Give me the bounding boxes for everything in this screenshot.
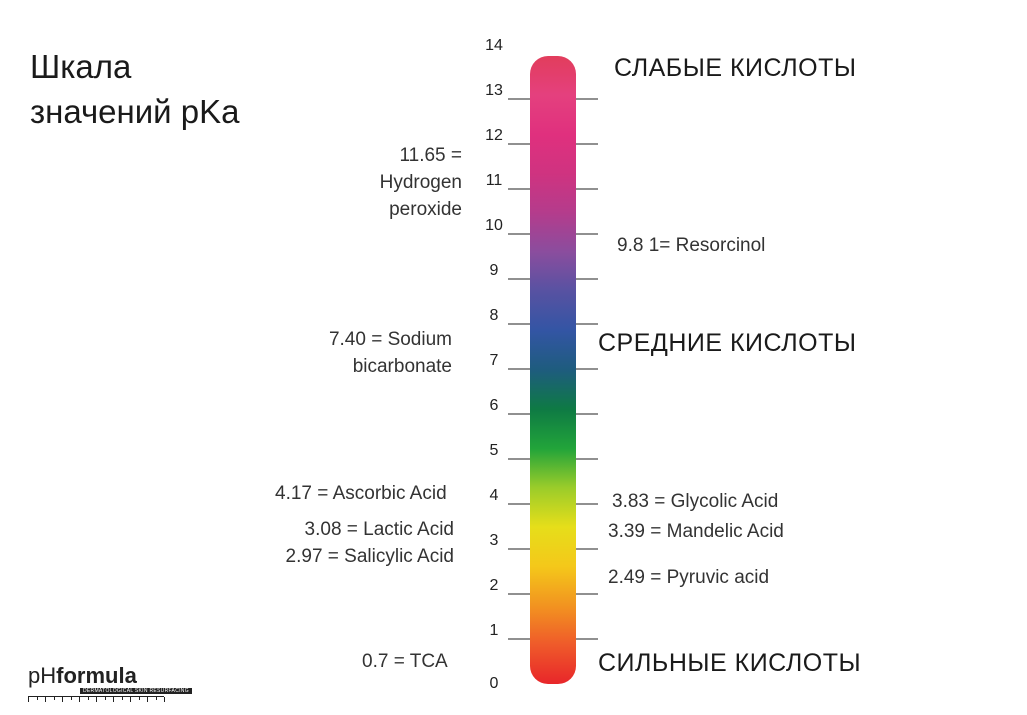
logo-ruler	[28, 696, 164, 704]
tick-label-11: 11	[485, 172, 503, 189]
category-strong-acids: СИЛЬНЫЕ КИСЛОТЫ	[598, 649, 862, 677]
label-hydrogen-peroxide: 11.65 = Hydrogen peroxide	[379, 145, 462, 220]
logo-wordmark: pHformula	[28, 663, 137, 688]
title-line-2: значений pKa	[30, 93, 240, 130]
tick-label-9: 9	[489, 262, 499, 279]
tick-label-1: 1	[489, 622, 499, 639]
tick-label-8: 8	[489, 307, 499, 324]
label-lactic-salicylic: 3.08 = Lactic Acid 2.97 = Salicylic Acid	[285, 519, 454, 567]
logo-tagline: DERMATOLOGICAL SKIN RESURFACING	[80, 688, 192, 694]
tick-labels	[485, 37, 503, 692]
tick-label-4: 4	[489, 487, 499, 504]
label-tca: 0.7 = TCA	[362, 651, 448, 672]
tick-label-6: 6	[489, 397, 499, 414]
category-weak-acids: СЛАБЫЕ КИСЛОТЫ	[614, 54, 857, 82]
label-glycolic-acid: 3.83 = Glycolic Acid	[612, 491, 779, 512]
tick-label-13: 13	[485, 82, 503, 99]
label-pyruvic-acid: 2.49 = Pyruvic acid	[608, 567, 770, 588]
tick-label-0: 0	[489, 675, 499, 692]
category-medium-acids: СРЕДНИЕ КИСЛОТЫ	[598, 329, 857, 357]
label-mandelic-acid: 3.39 = Mandelic Acid	[608, 521, 784, 542]
phformula-logo	[28, 663, 189, 704]
tick-label-5: 5	[489, 442, 499, 459]
tick-label-12: 12	[485, 127, 503, 144]
label-resorcinol: 9.8 1= Resorcinol	[617, 235, 766, 256]
label-sodium-bicarbonate: 7.40 = Sodium bicarbonate	[328, 329, 452, 377]
tick-label-2: 2	[489, 577, 499, 594]
tick-label-3: 3	[489, 532, 499, 549]
tick-label-14: 14	[485, 37, 503, 54]
scale-bar	[530, 56, 576, 684]
tick-label-10: 10	[485, 217, 503, 234]
label-ascorbic-acid: 4.17 = Ascorbic Acid	[275, 483, 447, 504]
title-line-1: Шкала	[30, 48, 132, 85]
tick-label-7: 7	[489, 352, 499, 369]
